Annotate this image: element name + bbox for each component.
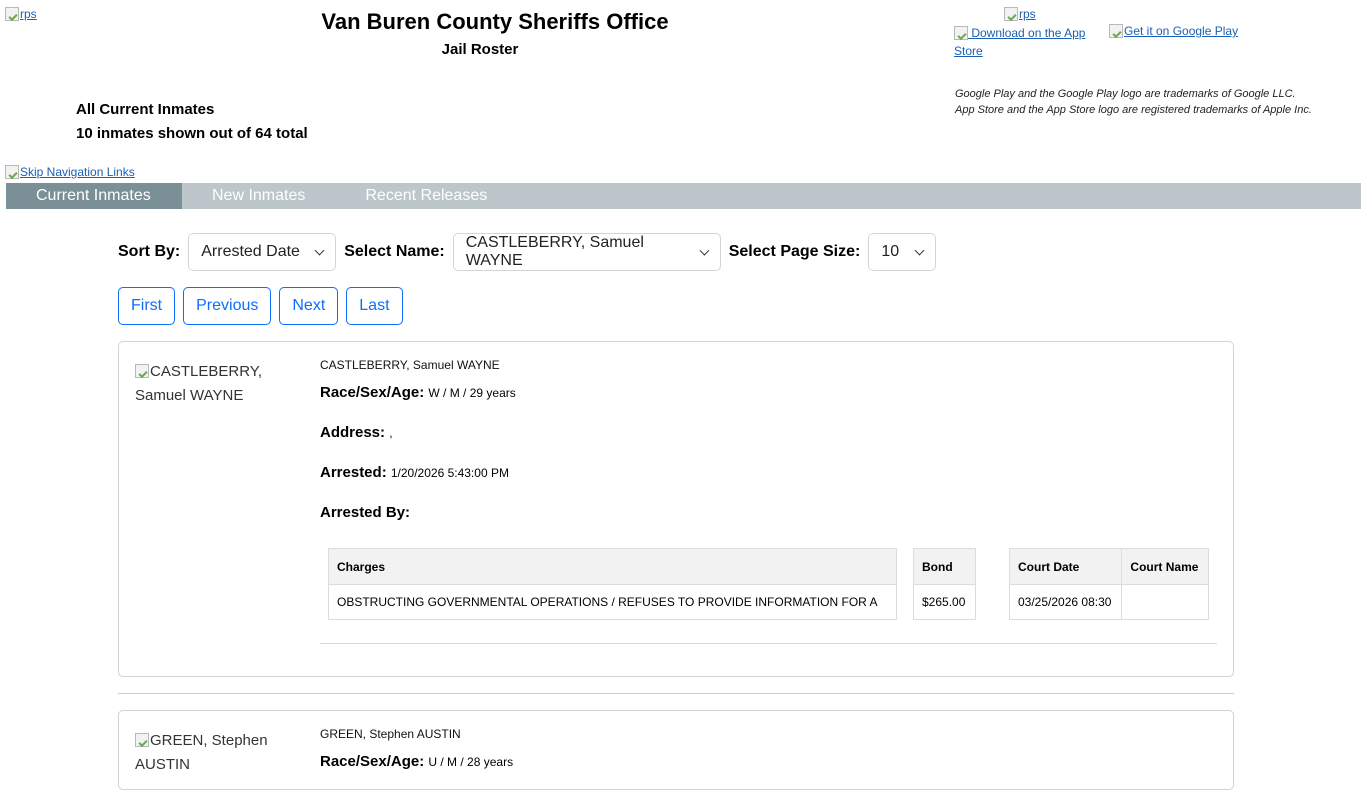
app-store-link[interactable] — [954, 24, 1094, 60]
inmate-card — [118, 341, 1234, 677]
trademark-google: Google Play and the Google Play logo are trademarks of Google LLC. — [955, 88, 1296, 100]
arrested-value: 1/20/2026 5:43:00 PM — [390, 466, 509, 480]
tab-new-inmates[interactable]: New Inmates — [212, 187, 306, 204]
roster-heading: All Current Inmates — [76, 101, 215, 118]
table-row — [914, 585, 976, 620]
roster-count: 10 inmates shown out of 64 total — [76, 125, 308, 142]
bond-cell: $265.00 — [914, 585, 976, 620]
address-field — [320, 424, 393, 441]
court-date-header: Court Date — [1010, 549, 1122, 585]
first-page-button[interactable]: First — [118, 287, 175, 325]
inmate-photo — [135, 360, 275, 408]
charges-table — [328, 548, 897, 620]
rps-logo-left-alt: rps — [20, 7, 37, 21]
pagination — [118, 287, 403, 325]
inmate-photo-alt: GREEN, Stephen AUSTIN — [135, 732, 268, 773]
table-row — [1010, 585, 1209, 620]
race-sex-age-field — [320, 384, 516, 401]
app-store-alt: Download on the App Store — [954, 26, 1086, 58]
tab-current-inmates[interactable]: Current Inmates — [6, 183, 182, 209]
inmate-name: CASTLEBERRY, Samuel WAYNE — [320, 358, 500, 372]
court-name-cell — [1122, 585, 1209, 620]
race-sex-age-label: Race/Sex/Age: — [320, 384, 425, 401]
google-play-link[interactable] — [1109, 24, 1238, 38]
race-sex-age-label: Race/Sex/Age: — [320, 753, 425, 770]
sort-label: Sort By: — [118, 243, 181, 260]
rps-logo-left[interactable] — [5, 7, 37, 21]
address-label: Address: — [320, 424, 386, 441]
trademark-notice — [955, 86, 1312, 118]
name-select[interactable] — [453, 233, 721, 271]
inmate-photo — [135, 729, 275, 777]
broken-image-icon — [135, 733, 149, 747]
previous-page-button[interactable]: Previous — [183, 287, 271, 325]
bond-table — [913, 548, 976, 620]
next-page-button[interactable]: Next — [279, 287, 338, 325]
trademark-apple: App Store and the App Store logo are registered trademarks of Apple Inc. — [955, 104, 1312, 116]
chevron-down-icon — [700, 245, 710, 255]
inmate-card — [118, 710, 1234, 790]
divider — [320, 643, 1217, 644]
arrested-by-field — [320, 504, 410, 521]
arrested-label: Arrested: — [320, 464, 387, 481]
sort-select[interactable] — [188, 233, 336, 271]
broken-image-icon — [135, 364, 149, 378]
broken-image-icon — [5, 7, 19, 21]
google-play-alt: Get it on Google Play — [1124, 24, 1239, 38]
address-value: , — [389, 426, 393, 440]
court-name-header: Court Name — [1122, 549, 1209, 585]
inmate-photo-alt: CASTLEBERRY, Samuel WAYNE — [135, 363, 262, 404]
chevron-down-icon — [315, 245, 325, 255]
skip-navigation-link[interactable] — [5, 165, 135, 179]
skip-navigation-alt: Skip Navigation Links — [20, 165, 135, 179]
arrested-by-label: Arrested By: — [320, 504, 411, 521]
inmate-name: GREEN, Stephen AUSTIN — [320, 727, 461, 741]
bond-header: Bond — [914, 549, 976, 585]
table-row — [329, 585, 897, 620]
page-title: Van Buren County Sheriffs Office — [321, 9, 669, 34]
page-size-select[interactable] — [868, 233, 936, 271]
charge-cell: OBSTRUCTING GOVERNMENTAL OPERATIONS / REFUSES TO PROVIDE INFORMATION FOR A — [329, 585, 897, 620]
rps-logo-right[interactable] — [1004, 7, 1036, 21]
broken-image-icon — [954, 26, 968, 40]
tab-recent-releases[interactable]: Recent Releases — [365, 187, 488, 204]
last-page-button[interactable]: Last — [346, 287, 402, 325]
sort-value: Arrested Date — [201, 243, 300, 260]
court-table — [1009, 548, 1209, 620]
broken-image-icon — [1004, 7, 1018, 21]
page-subtitle: Jail Roster — [441, 41, 519, 58]
nav-bar — [6, 183, 1361, 209]
name-value: CASTLEBERRY, Samuel WAYNE — [465, 234, 644, 269]
page-size-value: 10 — [881, 243, 900, 260]
chevron-down-icon — [915, 245, 925, 255]
charges-header: Charges — [329, 549, 897, 585]
race-sex-age-value: W / M / 29 years — [428, 386, 516, 400]
court-date-cell: 03/25/2026 08:30 — [1010, 585, 1122, 620]
broken-image-icon — [1109, 24, 1123, 38]
name-label: Select Name: — [344, 243, 445, 260]
race-sex-age-field — [320, 753, 513, 770]
page-size-label: Select Page Size: — [728, 243, 861, 260]
filter-controls — [118, 233, 944, 271]
divider — [118, 693, 1234, 694]
rps-logo-right-alt: rps — [1019, 7, 1036, 21]
broken-image-icon — [5, 165, 19, 179]
arrested-field — [320, 464, 509, 481]
race-sex-age-value: U / M / 28 years — [428, 755, 514, 769]
